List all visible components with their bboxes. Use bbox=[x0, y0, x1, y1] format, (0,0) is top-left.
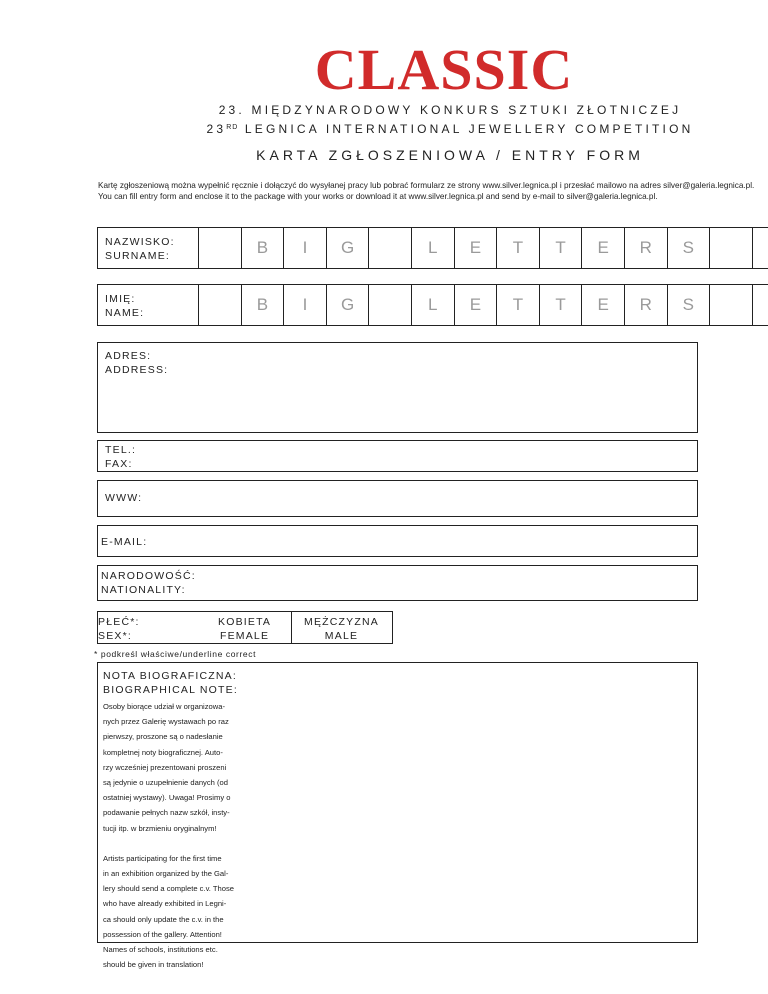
competition-title-en-text: LEGNICA INTERNATIONAL JEWELLERY COMPETITION bbox=[244, 122, 694, 136]
surname-letter-cells[interactable] bbox=[198, 227, 768, 269]
bio-line: ca should only update the c.v. in the bbox=[103, 914, 224, 924]
sex-label-pl: PŁEĆ*: bbox=[98, 616, 140, 628]
competition-title-pl: 23. MIĘDZYNARODOWY KONKURS SZTUKI ZŁOTNICZEJ bbox=[218, 103, 682, 117]
bio-line: kompletnej noty biograficznej. Auto- bbox=[103, 747, 223, 757]
name-letter-cell[interactable]: E bbox=[581, 285, 624, 325]
address-label-en: ADDRESS: bbox=[105, 364, 169, 376]
name-letter-cell[interactable]: L bbox=[411, 285, 454, 325]
classic-logo: CLASSIC bbox=[314, 37, 574, 102]
surname-letter-cell[interactable] bbox=[752, 228, 768, 268]
sex-label-en: SEX*: bbox=[98, 630, 133, 642]
ordinal-number: 23 bbox=[206, 122, 227, 136]
name-label-pl: IMIĘ: bbox=[105, 293, 136, 305]
intro-text-en: You can fill entry form and enclose it to the package with your works or download it at www.silver.legnica.pl and send by e-mail to silver@galeria.legnica.pl. bbox=[98, 192, 658, 201]
bio-line: pierwszy, proszone są o nadesłanie bbox=[103, 732, 223, 742]
bio-instructions-en bbox=[103, 851, 243, 973]
email-label: E-MAIL: bbox=[101, 536, 148, 548]
surname-letter-cell[interactable]: E bbox=[581, 228, 624, 268]
name-letter-cell[interactable] bbox=[709, 285, 752, 325]
bio-line: who have already exhibited in Legni- bbox=[103, 899, 227, 909]
competition-title-en bbox=[0, 122, 768, 136]
nationality-label-en: NATIONALITY: bbox=[101, 584, 186, 596]
email-field[interactable] bbox=[97, 525, 698, 557]
name-letter-cell[interactable]: B bbox=[241, 285, 284, 325]
name-letter-cell[interactable] bbox=[368, 285, 411, 325]
surname-letter-cell[interactable]: S bbox=[667, 228, 710, 268]
bio-line: rzy wcześniej prezentowani proszeni bbox=[103, 762, 227, 772]
name-letter-cell[interactable]: I bbox=[283, 285, 326, 325]
name-letter-cell[interactable]: S bbox=[667, 285, 710, 325]
name-letter-cells[interactable] bbox=[198, 284, 768, 326]
surname-letter-cell[interactable] bbox=[709, 228, 752, 268]
address-field[interactable] bbox=[97, 342, 698, 433]
www-field[interactable] bbox=[97, 480, 698, 517]
name-letter-cell[interactable] bbox=[198, 285, 241, 325]
name-letter-cell[interactable]: E bbox=[454, 285, 497, 325]
form-title: KARTA ZGŁOSZENIOWA / ENTRY FORM bbox=[256, 147, 644, 163]
bio-line: są jedynie o uzupełnienie danych (od bbox=[103, 778, 228, 788]
bio-line: in an exhibition organized by the Gal- bbox=[103, 869, 229, 879]
address-label-pl: ADRES: bbox=[105, 350, 152, 362]
bio-line: lery should send a complete c.v. Those bbox=[103, 884, 234, 894]
ordinal-suffix: RD bbox=[226, 124, 239, 131]
bio-title-pl: NOTA BIOGRAFICZNA: bbox=[103, 670, 237, 682]
tel-label: TEL.: bbox=[105, 444, 137, 456]
bio-line: Names of schools, institutions etc. bbox=[103, 945, 218, 955]
bio-line: podawanie pełnych nazw szkół, insty- bbox=[103, 808, 230, 818]
surname-letter-cell[interactable]: L bbox=[411, 228, 454, 268]
bio-line: ostatniej wystawy). Uwaga! Prosimy o bbox=[103, 793, 231, 803]
tel-fax-field[interactable] bbox=[97, 440, 698, 472]
surname-letter-cell[interactable]: T bbox=[496, 228, 539, 268]
bio-instructions bbox=[103, 699, 243, 972]
surname-letter-cell[interactable] bbox=[368, 228, 411, 268]
bio-line: tucji itp. w brzmieniu oryginalnym! bbox=[103, 823, 217, 833]
surname-letter-cell[interactable]: R bbox=[624, 228, 667, 268]
surname-letter-cell[interactable] bbox=[198, 228, 241, 268]
name-letter-cell[interactable] bbox=[752, 285, 768, 325]
bio-line: nych przez Galerię wystawach po raz bbox=[103, 717, 229, 727]
bio-title-en: BIOGRAPHICAL NOTE: bbox=[103, 684, 238, 696]
surname-label-pl: NAZWISKO: bbox=[105, 236, 175, 248]
female-label-pl: KOBIETA bbox=[218, 616, 272, 628]
intro-text-pl: Kartę zgłoszeniową można wypełnić ręcznie i dołączyć do wysyłanej pracy lub pobrać formularz ze strony www.silver.legnica.pl i przesłać mailowo na adres silver@galeria.legnica.pl. bbox=[98, 181, 755, 190]
name-label-box bbox=[97, 284, 199, 326]
bio-line: should be given in translation! bbox=[103, 960, 204, 970]
female-option[interactable] bbox=[218, 615, 271, 643]
bio-line: Osoby biorące udział w organizowa- bbox=[103, 702, 225, 711]
surname-label-en: SURNAME: bbox=[105, 250, 171, 262]
name-label-en: NAME: bbox=[105, 307, 145, 319]
nationality-field[interactable] bbox=[97, 565, 698, 601]
fax-label: FAX: bbox=[105, 458, 133, 470]
surname-letter-cell[interactable]: E bbox=[454, 228, 497, 268]
surname-label-box bbox=[97, 227, 199, 269]
surname-letter-cell[interactable]: B bbox=[241, 228, 284, 268]
name-letter-cell[interactable]: G bbox=[326, 285, 369, 325]
bio-line: Artists participating for the first time bbox=[103, 853, 222, 863]
name-letter-cell[interactable]: T bbox=[539, 285, 582, 325]
male-option[interactable] bbox=[291, 611, 393, 644]
bio-instructions-pl bbox=[103, 699, 243, 836]
bio-line: possession of the gallery. Attention! bbox=[103, 929, 222, 939]
male-label-pl: MĘŻCZYZNA bbox=[304, 616, 379, 628]
name-letter-cell[interactable]: T bbox=[496, 285, 539, 325]
bio-field[interactable] bbox=[97, 662, 698, 970]
surname-letter-cell[interactable]: I bbox=[283, 228, 326, 268]
nationality-label-pl: NARODOWOŚĆ: bbox=[101, 570, 196, 582]
sex-female-box bbox=[97, 611, 292, 644]
surname-letter-cell[interactable]: G bbox=[326, 228, 369, 268]
name-letter-cell[interactable]: R bbox=[624, 285, 667, 325]
footnote: * podkreśl właściwe/underline correct bbox=[94, 649, 257, 659]
male-label-en: MALE bbox=[324, 630, 359, 642]
surname-letter-cell[interactable]: T bbox=[539, 228, 582, 268]
female-label-en: FEMALE bbox=[219, 630, 270, 642]
www-label: WWW: bbox=[105, 492, 143, 504]
